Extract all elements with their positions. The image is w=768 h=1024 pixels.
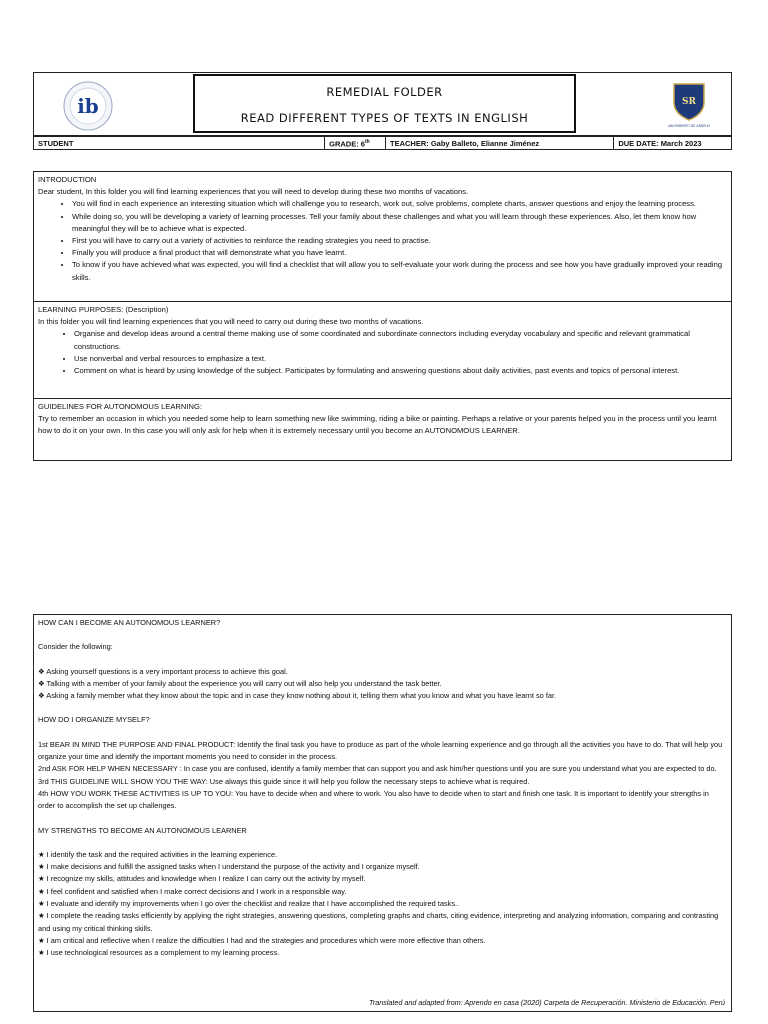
strength-item: ★ I recognize my skills, attitudes and knowledge when I realize I can carry out the activity by myself. — [38, 874, 366, 884]
introduction-section — [33, 171, 732, 302]
consider-text: Consider the following: — [38, 642, 113, 652]
page-subtitle: READ DIFFERENT TYPES OF TEXTS IN ENGLISH — [240, 111, 529, 125]
title-box — [193, 74, 576, 133]
due-date-cell: DUE DATE: March 2023 — [618, 139, 702, 148]
autonomous-heading: HOW CAN I BECOME AN AUTONOMOUS LEARNER? — [38, 618, 221, 627]
strength-item: ★ I identify the task and the required activities in the learning experience. — [38, 849, 278, 859]
diamond-item: ❖ Asking a family member what they know about the topic and in case they know nothing about it, telling them what you know and what you have learnt so far. — [38, 691, 557, 701]
grade-cell: GRADE: 6th — [325, 137, 386, 149]
list-item: • Use nonverbal and verbal resources to emphasize a text. — [74, 353, 727, 365]
list-item: • Comment on what is heard by using knowledge of the subject. Participates by formulating and answering questions about daily activities, past events and topics of personal interest. — [74, 365, 727, 377]
list-item: • Finally you will produce a final product that will demonstrate what you have learnt. — [72, 247, 727, 259]
diamond-item: ❖ Asking yourself questions is a very important process to achieve this goal. — [38, 666, 288, 676]
step-item: 3rd THIS GUIDELINE WILL SHOW YOU THE WAY: Use always this guide since it will help you follow the necessary steps to achieve what is required. — [38, 776, 530, 786]
organize-heading: HOW DO I ORGANIZE MYSELF? — [38, 715, 150, 725]
purposes-section — [33, 301, 732, 399]
autonomous-section — [33, 614, 732, 1012]
guidelines-heading: GUIDELINES FOR AUTONOMOUS LEARNING: — [38, 402, 202, 411]
ib-logo — [62, 80, 114, 132]
guidelines-text: Try to remember an occasion in which you needed some help to learn something new like swimming, riding a bike or painting. Perhaps a relative or your parents helped you in the process until you learnt how to do it on your own. In this case you will only ask for help when it is extremely necessary until you become an AUTONOMOUS LEARNER. — [38, 414, 717, 436]
teacher-cell: TEACHER: Gaby Balleto, Elianne Jiménez — [386, 137, 614, 149]
strengths-heading: MY STRENGTHS TO BECOME AN AUTONOMOUS LEARNER — [38, 825, 247, 835]
step-item: 1st BEAR IN MIND THE PURPOSE AND FINAL PRODUCT: Identify the final task you have to produce as part of the whole learning experience and go through all the activities you have to do. That will help you organize your time and identify the important moments you need to consider in the process. — [38, 739, 723, 762]
ib-logo-text: ib — [77, 94, 99, 118]
purposes-lead: In this folder you will find learning experiences that you will need to carry out during these two months of vacations. — [38, 317, 424, 327]
purposes-list — [38, 328, 727, 377]
strength-item: ★ I feel confident and satisfied when I make correct decisions and I work in a responsible way. — [38, 886, 347, 896]
list-item: • You will find in each experience an interesting situation which will challenge you to research, work out, solve problems, complete charts, answer questions and enjoy the learning process. — [72, 198, 727, 210]
school-logo — [668, 80, 710, 132]
list-item: • While doing so, you will be developing a variety of learning processes. Tell your family about these challenges and what you will learn through these experiences. Also, let them know how meaningful they will be to achieve what is expected. — [72, 211, 727, 235]
purposes-heading: LEARNING PURPOSES: (Description) — [38, 305, 169, 314]
introduction-list — [38, 198, 727, 283]
page-title: REMEDIAL FOLDER — [326, 85, 443, 99]
step-item: 4th HOW YOU WORK THESE ACTIVITIES IS UP TO YOU: You have to decide when and where to work. You also have to decide when to start and finish one task. It is important to identify your strengths in order to accomplish the set up challenges. — [38, 788, 709, 811]
introduction-heading: INTRODUCTION — [38, 175, 97, 184]
strength-item: ★ I complete the reading tasks efficiently by applying the right strategies, answering questions, completing graphs and charts, citing evidence, interpreting and analyzing information, comparing and contrasting and using my critical thinking skills. — [38, 911, 719, 933]
strength-item: ★ I am critical and reflective when I realize the difficulties I had and the strategies and procedures which were more effective than others. — [38, 935, 486, 945]
school-logo-text: SAN ROBERTO DE ARGELES — [668, 124, 710, 128]
introduction-lead: Dear student, In this folder you will find learning experiences that you will need to develop during these two months of vacations. — [38, 187, 469, 197]
list-item: • First you will have to carry out a variety of activities to reinforce the reading strategies you need to practise. — [72, 235, 727, 247]
strength-item: ★ I use technological resources as a complement to my learning process. — [38, 948, 280, 958]
diamond-item: ❖ Talking with a member of your family about the experience you will carry out will also help you understand the task better. — [38, 678, 442, 688]
svg-text:SR: SR — [682, 97, 696, 107]
info-row — [33, 136, 732, 150]
strength-item: ★ I make decisions and fulfill the assigned tasks when I understand the purpose of the activity and I organize myself. — [38, 862, 420, 872]
list-item: • Organise and develop ideas around a central theme making use of some coordinated and subordinate connectors including everyday vocabulary and specific and relevant grammatical constructions. — [74, 328, 727, 352]
strength-item: ★ I evaluate and identify my improvements when I go over the checklist and realize that I have accomplished the required tasks.. — [38, 899, 460, 909]
source-credit: Translated and adapted from: Aprendo en casa (2020) Carpeta de Recuperación. Ministerio de Educación. Perú — [369, 997, 725, 1007]
step-item: 2nd ASK FOR HELP WHEN NECESSARY : In case you are confused, identify a family member that can support you and ask him/her questions until you are sure you understand what you are expected to do. — [38, 764, 717, 774]
list-item: • To know if you have achieved what was expected, you will find a checklist that will allow you to self-evaluate your work during the process and see how you have gradually improved your reading skills. — [72, 259, 727, 283]
student-cell: STUDENT — [34, 137, 325, 149]
guidelines-section — [33, 398, 732, 461]
